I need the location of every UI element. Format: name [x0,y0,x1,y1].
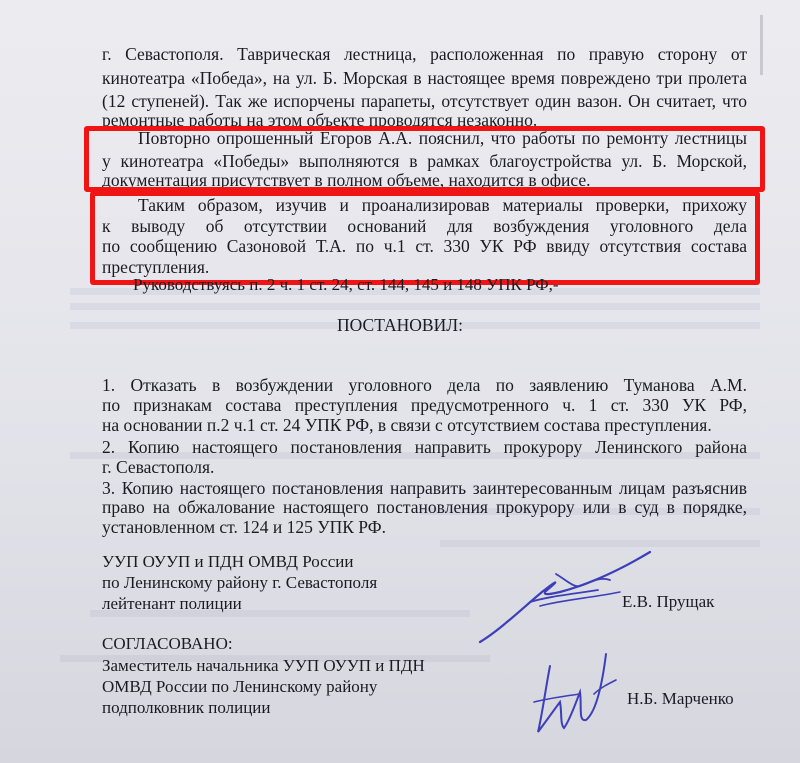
highlighted-text-line: по сообщению Сазоновой Т.А. по ч.1 ст. 330 УК РФ ввиду отсутствия состава [102,236,747,256]
highlighted-text-line: у кинотеатра «Победы» выполняются в рамках благоустройства ул. Б. Морской, [102,151,747,171]
decision-item-line: г. Севастополя. [102,457,215,477]
scan-edge-mark [760,15,763,75]
red-highlight-box [84,126,765,192]
highlighted-text-line: к выводу об отсутствии оснований для возбуждения уголовного дела [102,216,747,236]
decision-item-line: право на обжалование настоящего постановления прокурору или в суд в порядке, [102,497,747,517]
highlighted-text-line: преступления. [102,257,210,277]
signatory-position-line: Заместитель начальника УУП ОУУП и ПДН [102,656,425,675]
highlighted-text-line: документация присутствует в полном объеме, находится в офисе. [102,170,591,190]
paragraph-line: кинотеатра «Победа», на ул. Б. Морская в настоящее время повреждено три пролета [102,68,747,88]
signature-2 [520,636,630,746]
signatory-rank: подполковник полиции [102,698,271,717]
signatory-position-line: ОМВД России по Ленинскому району [102,677,378,696]
legal-basis-line: Руководствуясь п. 2 ч. 1 ст. 24, ст. 144, 145 и 148 УПК РФ,- [133,275,559,294]
decision-item-line: на основании п.2 ч.1 ст. 24 УПК РФ, в связи с отсутствием состава преступления. [102,415,712,435]
signatory-rank: лейтенант полиции [102,594,242,613]
red-highlight-box [90,191,760,285]
decision-heading: ПОСТАНОВИЛ: [337,315,463,335]
highlighted-text-line: Таким образом, изучив и проанализировав материалы проверки, прихожу [138,195,747,215]
decision-item-line: установленном ст. 124 и 125 УПК РФ. [102,517,386,537]
decision-item-line: по признакам состава преступления предусмотренного ч. 1 ст. 330 УК РФ, [102,395,747,415]
paragraph-line: (12 ступеней). Так же испорчены парапеты, отсутствует один вазон. Он считает, что [102,91,747,111]
signatory-name: Е.В. Прущак [622,592,715,611]
highlighted-text-line: Повторно опрошенный Егоров А.А. пояснил, что работы по ремонту лестницы [138,128,747,148]
approved-label: СОГЛАСОВАНО: [102,634,233,653]
paragraph-line: ремонтные работы на этом объекте проводятся незаконно. [102,110,538,130]
decision-item-line: 1. Отказать в возбуждении уголовного дела по заявлению Туманова А.М. [102,375,747,395]
signatory-position-line: по Ленинскому району г. Севастополя [102,573,378,592]
signatory-name: Н.Б. Марченко [627,689,734,708]
signatory-position-line: УУП ОУУП и ПДН ОМВД России [102,552,354,571]
bleed-through-text [70,303,760,310]
decision-item-line: 2. Копию настоящего постановления направить прокурору Ленинского района [102,437,747,457]
decision-item-line: 3. Копию настоящего постановления направить заинтересованным лицам разъяснив [102,478,747,498]
signature-1 [470,540,670,650]
paragraph-line: г. Севастополя. Таврическая лестница, расположенная по правую сторону от [102,44,747,64]
